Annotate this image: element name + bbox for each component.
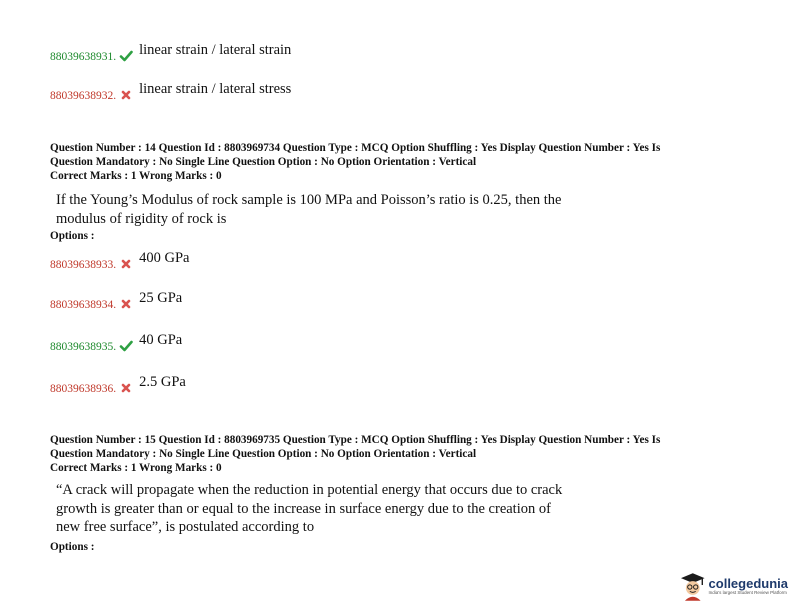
question-14-meta [50,141,740,183]
meta-line: Question Number : 14 Question Id : 8803969734 Question Type : MCQ Option Shuffling : Yes Display Question Number : Yes Is [50,142,661,154]
option-row [50,250,190,271]
logo-wordmark: collegedunia [708,575,788,591]
option-text: 400 GPa [139,250,190,266]
cross-icon [119,88,133,102]
cross-icon [119,257,133,271]
question-15-stem [56,481,636,537]
option-row [50,332,183,353]
meta-line: Question Mandatory : No Single Line Question Option : No Option Orientation : Vertical [50,448,477,460]
cross-icon [119,381,133,395]
meta-line: Question Mandatory : No Single Line Question Option : No Option Orientation : Vertical [50,156,477,168]
collegedunia-logo [680,568,788,604]
stem-line: modulus of rigidity of rock is [56,210,227,227]
option-text: linear strain / lateral stress [139,81,292,97]
option-row [50,81,292,102]
option-row [50,42,292,63]
options-label: Options : [50,230,95,242]
option-text: linear strain / lateral strain [139,42,292,58]
option-id: 88039638933. [50,259,117,271]
stem-line: If the Young’s Modulus of rock sample is 100 MPa and Poisson’s ratio is 0.25, then the [56,192,562,208]
check-icon [119,49,133,63]
option-row [50,290,183,311]
option-text: 2.5 GPa [139,374,186,390]
marks-line: Correct Marks : 1 Wrong Marks : 0 [50,170,222,182]
stem-line: new free surface”, is postulated according to [56,519,315,535]
question-15-meta [50,433,740,475]
cross-icon [119,297,133,311]
option-id: 88039638934. [50,299,117,311]
option-id: 88039638936. [50,383,117,395]
question-14-stem [56,191,616,228]
option-text: 25 GPa [139,290,183,306]
logo-tagline: India's largest Student Review Platform [708,589,787,595]
student-mascot-icon [680,571,706,601]
option-row [50,374,186,395]
stem-line: growth is greater than or equal to the increase in surface energy due to the creation of [56,500,551,517]
option-id: 88039638935. [50,341,117,353]
meta-line: Question Number : 15 Question Id : 8803969735 Question Type : MCQ Option Shuffling : Yes Display Question Number : Yes Is [50,434,661,446]
option-id: 88039638932. [50,90,117,102]
options-label: Options : [50,541,95,553]
stem-line: “A crack will propagate when the reduction in potential energy that occurs due to crack [56,482,563,498]
option-id: 88039638931. [50,51,117,63]
option-text: 40 GPa [139,332,183,348]
check-icon [119,339,133,353]
marks-line: Correct Marks : 1 Wrong Marks : 0 [50,462,222,474]
